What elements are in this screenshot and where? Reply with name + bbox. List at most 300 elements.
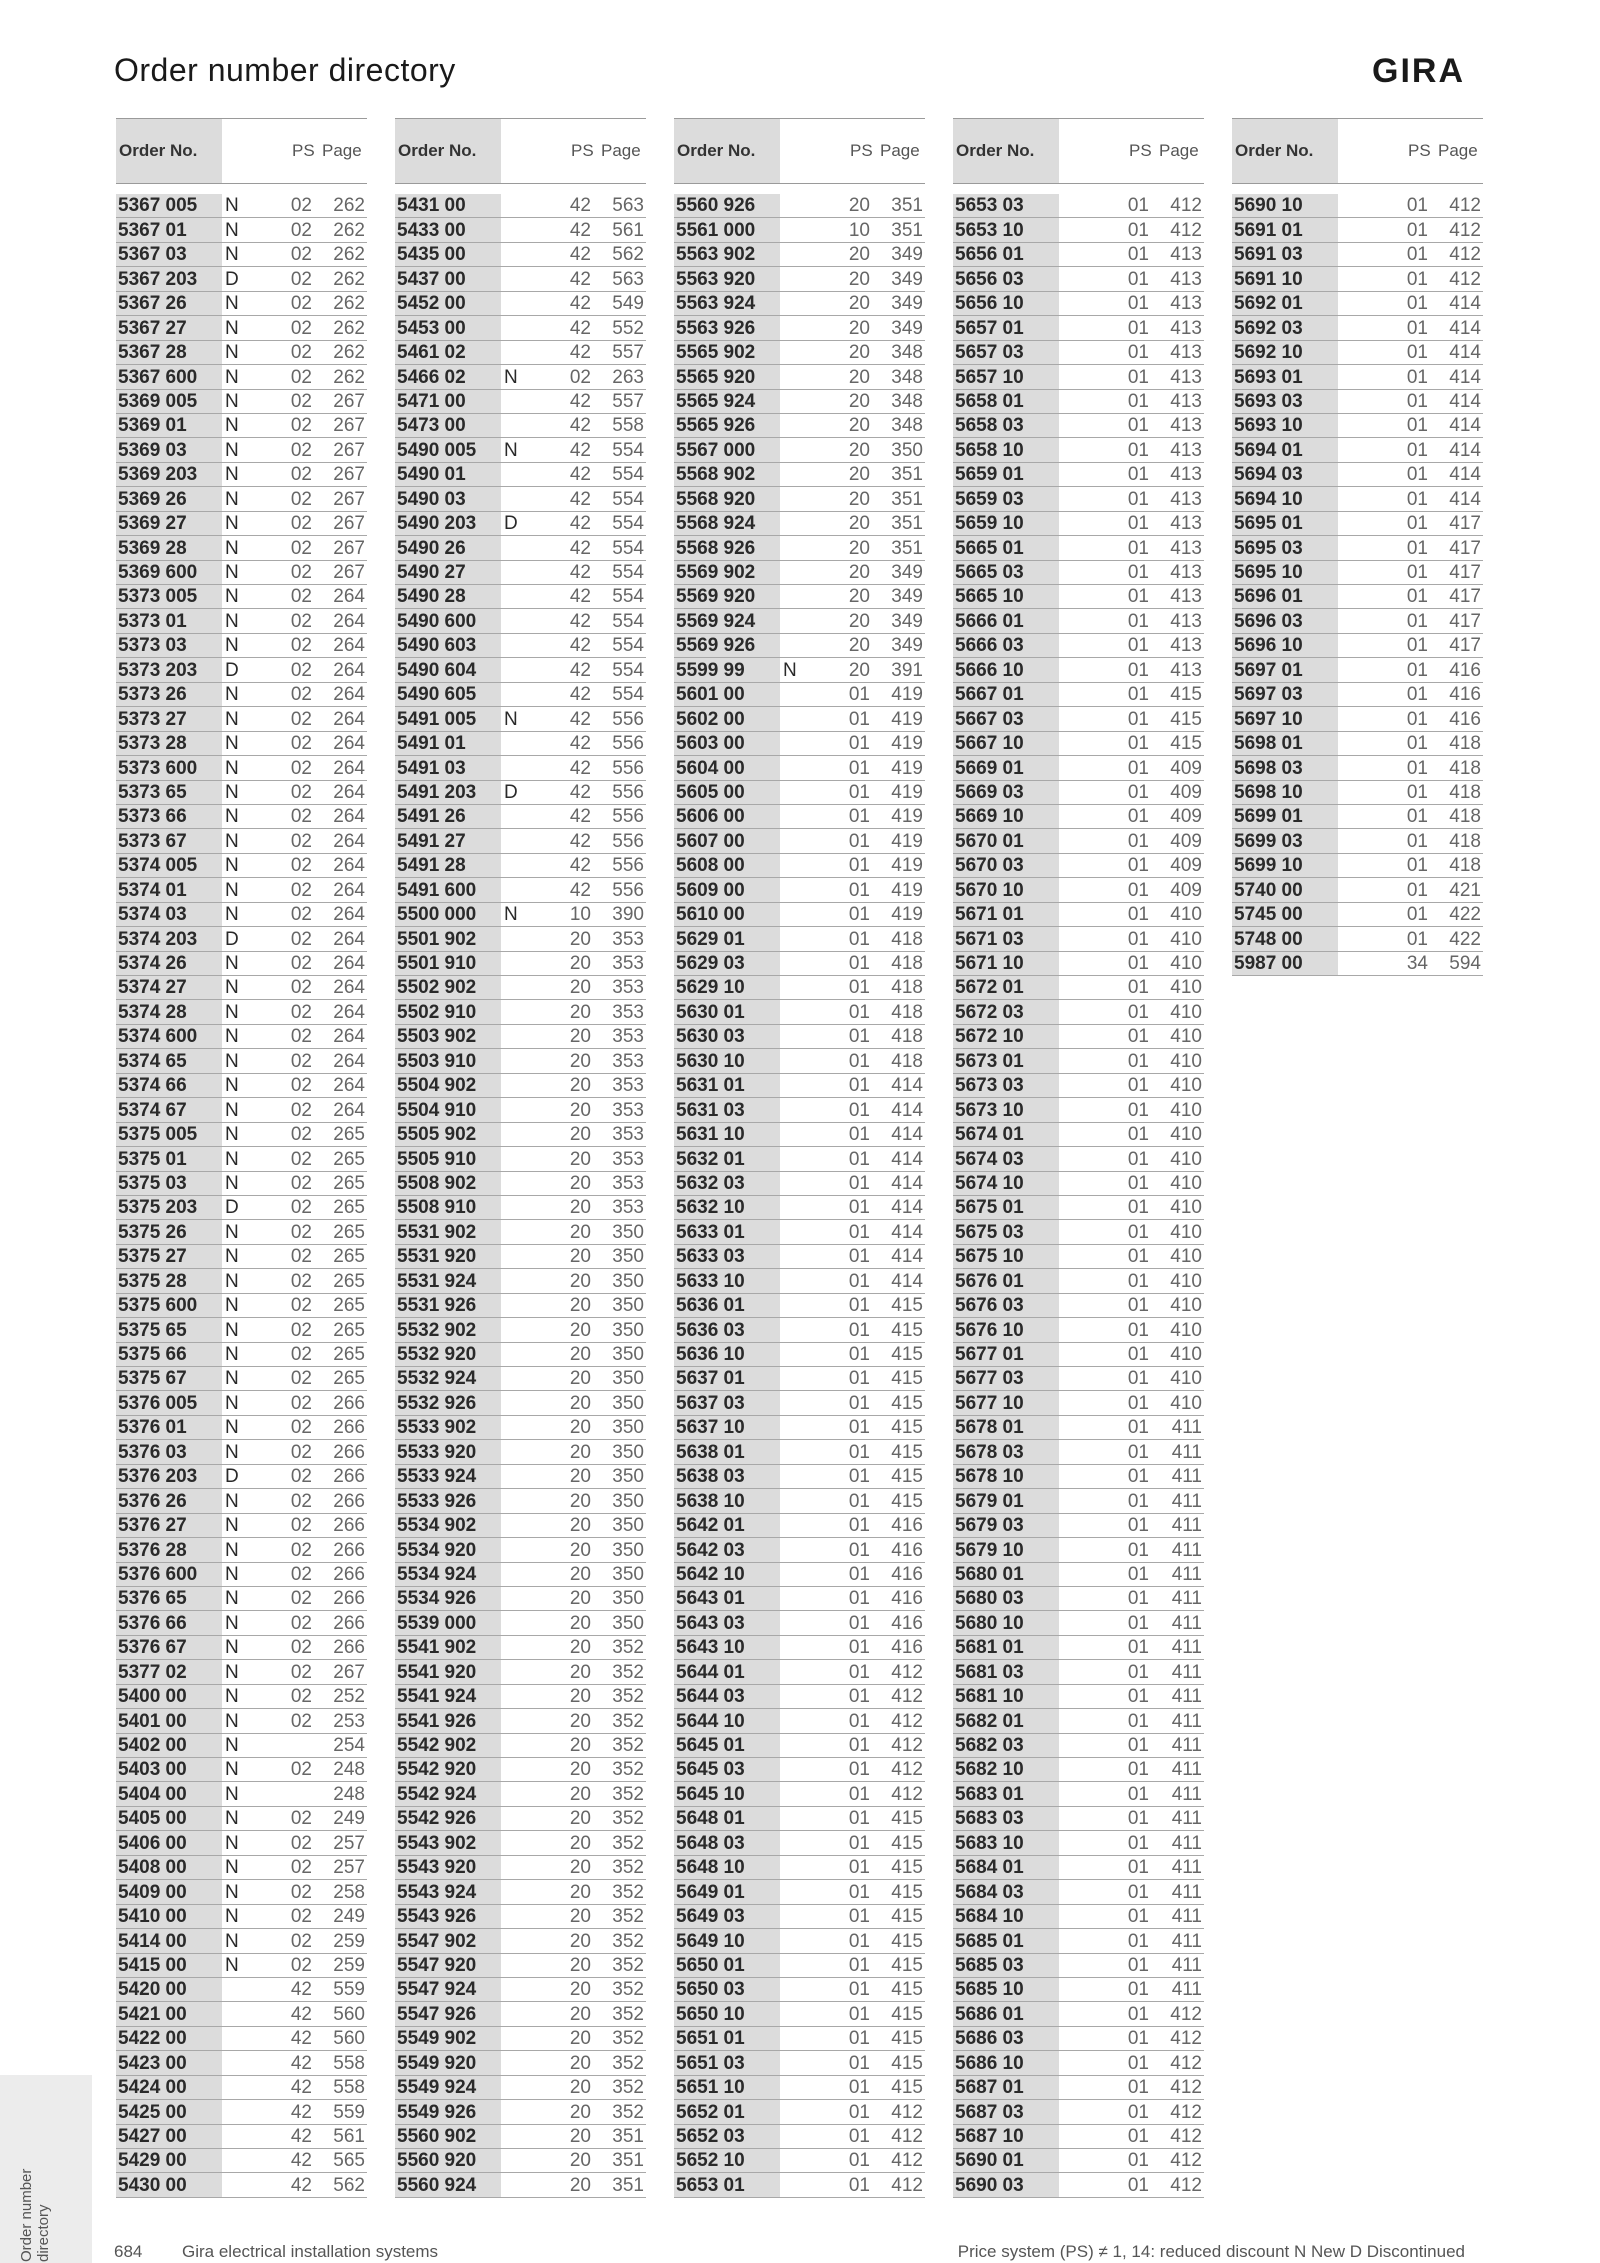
order-number: 5682 10 bbox=[953, 1758, 1059, 1781]
table-row bbox=[395, 1416, 646, 1440]
price-system: 02 bbox=[290, 1832, 312, 1854]
table-row bbox=[953, 2173, 1204, 2197]
order-number: 5650 03 bbox=[674, 1978, 780, 2001]
table-row bbox=[1232, 365, 1483, 389]
page-number: 265 bbox=[333, 1344, 365, 1365]
price-system: 01 bbox=[1127, 366, 1149, 388]
order-number: 5633 01 bbox=[674, 1220, 780, 1243]
column-header bbox=[953, 118, 1204, 184]
page-number: 259 bbox=[333, 1930, 365, 1952]
table-row bbox=[116, 2125, 367, 2149]
page-number: 415 bbox=[891, 2003, 923, 2025]
price-system: 20 bbox=[569, 1686, 591, 1708]
price-system: 20 bbox=[569, 1563, 591, 1585]
table-row bbox=[395, 878, 646, 902]
page-number: 411 bbox=[1171, 1857, 1202, 1879]
page-number: 411 bbox=[1171, 1783, 1202, 1805]
table-row bbox=[953, 1196, 1204, 1220]
table-row bbox=[674, 976, 925, 1000]
price-system: 01 bbox=[1406, 610, 1428, 632]
table-row bbox=[674, 1074, 925, 1098]
table-row bbox=[1232, 243, 1483, 267]
table-row bbox=[395, 2149, 646, 2173]
price-system: 01 bbox=[1406, 464, 1428, 486]
table-row bbox=[674, 1269, 925, 1293]
table-row bbox=[395, 243, 646, 267]
price-system: 01 bbox=[848, 1197, 870, 1219]
page-number: 415 bbox=[891, 2028, 923, 2050]
page-number: 411 bbox=[1171, 1661, 1202, 1683]
status-flag: N bbox=[225, 464, 239, 486]
table-row bbox=[674, 1831, 925, 1855]
page-number: 413 bbox=[1170, 268, 1202, 290]
price-system: 02 bbox=[290, 659, 312, 681]
table-row bbox=[116, 1709, 367, 1733]
table-row bbox=[674, 194, 925, 218]
order-number: 5637 01 bbox=[674, 1367, 780, 1390]
order-number: 5410 00 bbox=[116, 1905, 222, 1928]
price-system: 01 bbox=[848, 1344, 870, 1365]
page-number: 418 bbox=[1449, 781, 1481, 803]
order-number: 5665 01 bbox=[953, 536, 1059, 559]
page-number: 265 bbox=[333, 1270, 365, 1292]
price-system: 02 bbox=[290, 1441, 312, 1463]
price-system: 01 bbox=[1406, 268, 1428, 290]
table-row bbox=[674, 585, 925, 609]
table-row bbox=[395, 805, 646, 829]
table-row bbox=[674, 1587, 925, 1611]
order-number: 5680 01 bbox=[953, 1563, 1059, 1586]
status-flag: N bbox=[225, 1906, 239, 1928]
order-number: 5541 924 bbox=[395, 1685, 501, 1708]
order-number: 5400 00 bbox=[116, 1685, 222, 1708]
table-row bbox=[674, 1343, 925, 1367]
page-number: 415 bbox=[891, 1392, 923, 1414]
page-number: 264 bbox=[333, 806, 365, 828]
page-number: 410 bbox=[1170, 1368, 1202, 1390]
order-number: 5657 03 bbox=[953, 341, 1059, 364]
page-number: 413 bbox=[1170, 464, 1202, 486]
order-number: 5658 01 bbox=[953, 390, 1059, 413]
status-flag: N bbox=[225, 244, 239, 266]
status-flag: N bbox=[504, 708, 518, 730]
page-number: 412 bbox=[1170, 2077, 1202, 2099]
price-system: 20 bbox=[848, 293, 870, 315]
page-number: 412 bbox=[1449, 244, 1481, 266]
table-row bbox=[116, 316, 367, 340]
order-number: 5643 10 bbox=[674, 1636, 780, 1659]
table-row bbox=[395, 732, 646, 756]
table-row bbox=[395, 1147, 646, 1171]
page-number: 414 bbox=[891, 1099, 923, 1121]
price-system: 02 bbox=[290, 1124, 312, 1146]
price-system: 02 bbox=[290, 537, 312, 559]
table-row bbox=[674, 414, 925, 438]
order-number: 5681 01 bbox=[953, 1636, 1059, 1659]
table-row bbox=[395, 1074, 646, 1098]
price-system: 01 bbox=[1406, 708, 1428, 730]
price-system: 42 bbox=[569, 439, 591, 461]
price-system: 01 bbox=[848, 781, 870, 803]
price-system: 01 bbox=[1406, 390, 1428, 412]
price-system: 34 bbox=[1406, 953, 1428, 974]
table-row bbox=[395, 2027, 646, 2051]
order-number: 5666 10 bbox=[953, 658, 1059, 681]
status-flag: N bbox=[225, 1050, 239, 1072]
order-number: 5374 005 bbox=[116, 854, 222, 877]
table-row bbox=[1232, 781, 1483, 805]
price-system: 42 bbox=[569, 342, 591, 364]
page-number: 352 bbox=[612, 1808, 644, 1830]
order-number: 5680 03 bbox=[953, 1587, 1059, 1610]
price-system: 01 bbox=[1127, 1417, 1149, 1439]
table-row bbox=[674, 1000, 925, 1024]
page-number: 563 bbox=[612, 195, 644, 217]
price-system: 20 bbox=[569, 2028, 591, 2050]
price-system: 01 bbox=[848, 1392, 870, 1414]
table-row bbox=[395, 1049, 646, 1073]
table-row bbox=[395, 1465, 646, 1489]
page-number: 351 bbox=[891, 219, 923, 241]
table-row bbox=[1232, 609, 1483, 633]
header-page: Page bbox=[322, 141, 362, 160]
table-row bbox=[395, 976, 646, 1000]
price-system: 02 bbox=[290, 1246, 312, 1268]
price-system: 02 bbox=[290, 415, 312, 437]
table-row bbox=[953, 1563, 1204, 1587]
price-system: 01 bbox=[848, 928, 870, 950]
page-number: 413 bbox=[1170, 415, 1202, 437]
price-system: 20 bbox=[848, 268, 870, 290]
order-number: 5505 902 bbox=[395, 1123, 501, 1146]
page-number: 259 bbox=[333, 1954, 365, 1976]
footer-legend: Price system (PS) ≠ 1, 14: reduced discount N New D Discontinued bbox=[957, 2242, 1465, 2261]
price-system: 42 bbox=[569, 806, 591, 828]
page-number: 266 bbox=[333, 1417, 365, 1439]
price-system: 02 bbox=[290, 1099, 312, 1121]
order-number: 5422 00 bbox=[116, 2027, 222, 2050]
order-number: 5431 00 bbox=[395, 194, 501, 217]
page-number: 257 bbox=[333, 1832, 365, 1854]
table-row bbox=[116, 1856, 367, 1880]
table-row bbox=[395, 316, 646, 340]
table-row bbox=[116, 414, 367, 438]
page-number: 264 bbox=[333, 1001, 365, 1023]
price-system: 01 bbox=[1127, 1368, 1149, 1390]
price-system: 42 bbox=[569, 879, 591, 901]
page-number: 412 bbox=[891, 2150, 923, 2172]
page-number: 353 bbox=[612, 1197, 644, 1219]
order-number: 5656 01 bbox=[953, 243, 1059, 266]
page-number: 557 bbox=[612, 342, 644, 364]
status-flag: N bbox=[225, 562, 239, 583]
order-number: 5630 10 bbox=[674, 1049, 780, 1072]
price-system: 01 bbox=[848, 1881, 870, 1903]
order-number: 5656 03 bbox=[953, 267, 1059, 290]
order-number: 5648 10 bbox=[674, 1856, 780, 1879]
status-flag: N bbox=[225, 1490, 239, 1512]
page-number: 266 bbox=[333, 1637, 365, 1659]
page-number: 415 bbox=[891, 1857, 923, 1879]
page-number: 417 bbox=[1449, 635, 1481, 657]
page-number: 413 bbox=[1170, 586, 1202, 608]
status-flag: N bbox=[225, 1857, 239, 1879]
order-number: 5691 10 bbox=[1232, 267, 1338, 290]
price-system: 20 bbox=[848, 562, 870, 583]
page-number: 351 bbox=[891, 513, 923, 535]
page-number: 263 bbox=[612, 366, 644, 388]
page-number: 350 bbox=[612, 1563, 644, 1585]
price-system: 01 bbox=[1127, 1954, 1149, 1976]
page-number: 350 bbox=[612, 1295, 644, 1317]
price-system: 01 bbox=[1127, 1466, 1149, 1488]
price-system: 42 bbox=[569, 537, 591, 559]
table-row bbox=[953, 1123, 1204, 1147]
page-number: 266 bbox=[333, 1392, 365, 1414]
price-system: 01 bbox=[1127, 610, 1149, 632]
table-row bbox=[953, 365, 1204, 389]
price-system: 20 bbox=[569, 2174, 591, 2196]
table-row bbox=[674, 878, 925, 902]
order-number: 5491 203 bbox=[395, 781, 501, 804]
table-row bbox=[953, 1391, 1204, 1415]
table-row bbox=[1232, 561, 1483, 585]
table-row bbox=[953, 1416, 1204, 1440]
price-system: 01 bbox=[1127, 1026, 1149, 1048]
price-system: 01 bbox=[848, 806, 870, 828]
page-number: 248 bbox=[333, 1783, 365, 1805]
price-system: 02 bbox=[290, 1612, 312, 1634]
table-row bbox=[674, 2051, 925, 2075]
table-row bbox=[395, 2125, 646, 2149]
table-row bbox=[674, 243, 925, 267]
page-number: 248 bbox=[333, 1759, 365, 1781]
page-number: 349 bbox=[891, 562, 923, 583]
table-row bbox=[674, 1147, 925, 1171]
price-system: 20 bbox=[569, 1466, 591, 1488]
price-system: 01 bbox=[1127, 488, 1149, 510]
price-system: 01 bbox=[1127, 1832, 1149, 1854]
order-number: 5638 10 bbox=[674, 1489, 780, 1512]
table-row bbox=[1232, 341, 1483, 365]
price-system: 02 bbox=[290, 1881, 312, 1903]
header-order-no: Order No. bbox=[1235, 141, 1314, 160]
page-number: 352 bbox=[612, 2003, 644, 2025]
order-number: 5675 01 bbox=[953, 1196, 1059, 1219]
table-row bbox=[674, 1245, 925, 1269]
status-flag: N bbox=[225, 781, 239, 803]
order-number: 5373 600 bbox=[116, 756, 222, 779]
table-row bbox=[953, 952, 1204, 976]
table-row bbox=[395, 341, 646, 365]
page-number: 350 bbox=[612, 1319, 644, 1341]
order-number: 5602 00 bbox=[674, 707, 780, 730]
table-row bbox=[674, 2076, 925, 2100]
table-row bbox=[1232, 512, 1483, 536]
table-row bbox=[674, 854, 925, 878]
price-system: 02 bbox=[290, 1221, 312, 1243]
page-number: 409 bbox=[1170, 879, 1202, 901]
price-system: 42 bbox=[569, 757, 591, 779]
order-number: 5684 10 bbox=[953, 1905, 1059, 1928]
price-system: 42 bbox=[569, 464, 591, 486]
column-header bbox=[674, 118, 925, 184]
page-number: 418 bbox=[891, 953, 923, 974]
price-system: 42 bbox=[569, 610, 591, 632]
price-system: 20 bbox=[569, 1906, 591, 1928]
order-number: 5671 03 bbox=[953, 927, 1059, 950]
status-flag: N bbox=[225, 1270, 239, 1292]
table-row bbox=[116, 365, 367, 389]
order-number: 5375 203 bbox=[116, 1196, 222, 1219]
order-number: 5698 10 bbox=[1232, 781, 1338, 804]
order-number: 5603 00 bbox=[674, 732, 780, 755]
price-system: 20 bbox=[569, 953, 591, 974]
status-flag: D bbox=[225, 659, 239, 681]
table-row bbox=[395, 829, 646, 853]
table-row bbox=[953, 1025, 1204, 1049]
table-row bbox=[674, 1758, 925, 1782]
order-number: 5679 10 bbox=[953, 1538, 1059, 1561]
order-number: 5375 27 bbox=[116, 1245, 222, 1268]
order-number: 5667 01 bbox=[953, 683, 1059, 706]
page-number: 412 bbox=[1170, 2003, 1202, 2025]
page-number: 349 bbox=[891, 317, 923, 339]
table-row bbox=[674, 292, 925, 316]
page-number: 416 bbox=[891, 1637, 923, 1659]
page-number: 351 bbox=[612, 2150, 644, 2172]
table-row bbox=[116, 1905, 367, 1929]
order-number: 5667 03 bbox=[953, 707, 1059, 730]
table-row bbox=[953, 609, 1204, 633]
order-number: 5375 01 bbox=[116, 1147, 222, 1170]
table-row bbox=[953, 243, 1204, 267]
status-flag: N bbox=[225, 757, 239, 779]
page-number: 414 bbox=[1449, 488, 1481, 510]
page-number: 414 bbox=[1449, 342, 1481, 364]
price-system: 42 bbox=[569, 781, 591, 803]
table-row bbox=[116, 1294, 367, 1318]
status-flag: N bbox=[225, 1539, 239, 1561]
table-row bbox=[674, 1391, 925, 1415]
price-system: 01 bbox=[848, 1490, 870, 1512]
table-row bbox=[953, 585, 1204, 609]
table-row bbox=[953, 732, 1204, 756]
order-number: 5490 27 bbox=[395, 561, 501, 584]
table-row bbox=[1232, 316, 1483, 340]
price-system: 01 bbox=[1406, 904, 1428, 926]
order-number: 5665 03 bbox=[953, 561, 1059, 584]
order-number: 5491 27 bbox=[395, 829, 501, 852]
price-system: 01 bbox=[848, 1221, 870, 1243]
page-number: 415 bbox=[891, 1979, 923, 2001]
page-number: 410 bbox=[1170, 928, 1202, 950]
status-flag: N bbox=[225, 904, 239, 926]
price-system: 42 bbox=[569, 488, 591, 510]
order-number: 5674 01 bbox=[953, 1123, 1059, 1146]
page-number: 264 bbox=[333, 879, 365, 901]
table-row bbox=[116, 781, 367, 805]
price-system: 01 bbox=[848, 1979, 870, 2001]
price-system: 42 bbox=[569, 708, 591, 730]
price-system: 20 bbox=[569, 1050, 591, 1072]
table-row bbox=[953, 1905, 1204, 1929]
page-number: 411 bbox=[1171, 1881, 1202, 1903]
table-row bbox=[395, 781, 646, 805]
table-row bbox=[674, 1220, 925, 1244]
page-number: 352 bbox=[612, 1906, 644, 1928]
order-number: 5374 203 bbox=[116, 927, 222, 950]
header-ps: PS bbox=[292, 141, 315, 160]
page-number: 352 bbox=[612, 1661, 644, 1683]
order-number: 5490 03 bbox=[395, 487, 501, 510]
price-system: 42 bbox=[290, 2052, 312, 2074]
order-number: 5543 924 bbox=[395, 1880, 501, 1903]
order-number: 5676 03 bbox=[953, 1294, 1059, 1317]
table-row bbox=[953, 1660, 1204, 1684]
page-number: 265 bbox=[333, 1124, 365, 1146]
price-system: 20 bbox=[569, 1197, 591, 1219]
table-row bbox=[953, 1367, 1204, 1391]
status-flag: N bbox=[225, 1026, 239, 1048]
table-row bbox=[1232, 194, 1483, 218]
price-system: 01 bbox=[1127, 1490, 1149, 1512]
price-system: 01 bbox=[848, 830, 870, 852]
status-flag: N bbox=[225, 635, 239, 657]
order-number: 5375 28 bbox=[116, 1269, 222, 1292]
table-row bbox=[395, 707, 646, 731]
price-system: 01 bbox=[1127, 342, 1149, 364]
price-system: 02 bbox=[290, 904, 312, 926]
status-flag: D bbox=[225, 268, 239, 290]
order-number: 5684 03 bbox=[953, 1880, 1059, 1903]
table-row bbox=[674, 1123, 925, 1147]
page-number: 419 bbox=[891, 855, 923, 877]
price-system: 01 bbox=[1127, 855, 1149, 877]
table-row bbox=[953, 1856, 1204, 1880]
price-system: 20 bbox=[569, 1221, 591, 1243]
order-number: 5375 66 bbox=[116, 1343, 222, 1366]
table-row bbox=[395, 952, 646, 976]
order-number: 5649 01 bbox=[674, 1880, 780, 1903]
page-number: 264 bbox=[333, 781, 365, 803]
order-number: 5423 00 bbox=[116, 2051, 222, 2074]
page-number: 417 bbox=[1449, 610, 1481, 632]
price-system: 20 bbox=[569, 1099, 591, 1121]
order-number: 5508 902 bbox=[395, 1172, 501, 1195]
page-number: 415 bbox=[891, 1344, 923, 1365]
price-system: 20 bbox=[569, 2101, 591, 2123]
page-number: 350 bbox=[612, 1246, 644, 1268]
status-flag: N bbox=[504, 439, 518, 461]
page-number: 350 bbox=[612, 1515, 644, 1537]
table-row bbox=[395, 658, 646, 682]
price-system: 02 bbox=[290, 684, 312, 706]
page-number: 266 bbox=[333, 1466, 365, 1488]
page-number: 415 bbox=[891, 1954, 923, 1976]
price-system: 01 bbox=[1406, 366, 1428, 388]
table-row bbox=[116, 1147, 367, 1171]
price-system: 20 bbox=[848, 586, 870, 608]
page-number: 415 bbox=[891, 1295, 923, 1317]
page-number: 419 bbox=[891, 879, 923, 901]
page-number: 414 bbox=[891, 1172, 923, 1194]
price-system: 01 bbox=[1127, 1197, 1149, 1219]
price-system: 02 bbox=[290, 439, 312, 461]
page-number: 413 bbox=[1170, 390, 1202, 412]
page-number: 412 bbox=[891, 1783, 923, 1805]
page-number: 351 bbox=[612, 2126, 644, 2147]
